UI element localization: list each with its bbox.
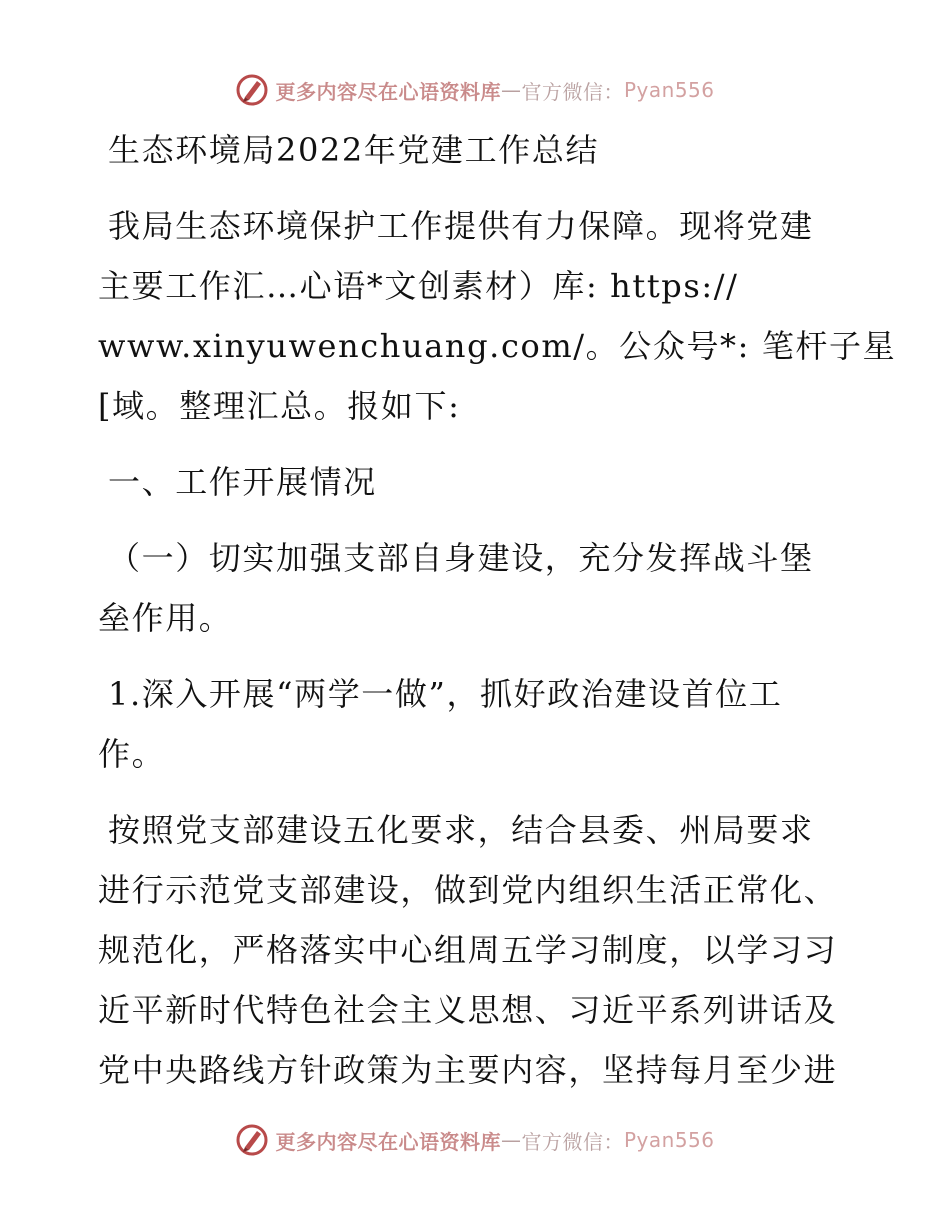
- intro-line: 我局生态环境保护工作提供有力保障。现将党建: [108, 207, 814, 245]
- item-line: 1.深入开展“两学一做”，抓好政治建设首位工: [108, 675, 783, 713]
- section-heading: 一、工作开展情况: [108, 463, 377, 501]
- document-title: 生态环境局2022年党建工作总结: [108, 131, 600, 169]
- intro-line: www.xinyuwenchuang.com/。公众号*: 笔杆子星: [98, 327, 897, 365]
- watermark-id: Pyan556: [623, 1128, 715, 1152]
- watermark-banner-top: [0, 70, 950, 110]
- body-line: 规范化，严格落实中心组周五学习制度，以学习习: [98, 931, 838, 969]
- watermark-banner-bottom: [0, 1120, 950, 1160]
- body-line: 党中央路线方针政策为主要内容，坚持每月至少进: [98, 1051, 838, 1089]
- watermark-separator: —: [500, 1128, 522, 1152]
- subsection-line: 垒作用。: [98, 599, 233, 637]
- body-line: 近平新时代特色社会主义思想、习近平系列讲话及: [98, 991, 838, 1029]
- subsection-heading: [98, 528, 858, 648]
- watermark-separator: —: [500, 78, 522, 102]
- intro-line: 主要工作汇…心语*文创素材）库: https://: [98, 267, 739, 305]
- body-line: 按照党支部建设五化要求，结合县委、州局要求: [108, 811, 814, 849]
- body-paragraph: [98, 800, 858, 1100]
- watermark-main-text: 更多内容尽在心语资料库: [275, 1129, 501, 1154]
- watermark-main-text: 更多内容尽在心语资料库: [275, 79, 501, 104]
- intro-paragraph: [98, 196, 897, 436]
- item-line: 作。: [98, 735, 166, 773]
- document-body: [98, 120, 897, 1100]
- watermark-sub-text: 官方微信：: [521, 1129, 624, 1154]
- watermark-sub-text: 官方微信：: [521, 79, 624, 104]
- pen-logo-icon: [235, 1123, 269, 1157]
- subsection-line: （一）切实加强支部自身建设，充分发挥战斗堡: [108, 539, 814, 577]
- item-heading: [98, 664, 858, 784]
- intro-line: [域。整理汇总。报如下:: [98, 387, 461, 425]
- pen-logo-icon: [235, 73, 269, 107]
- body-line: 进行示范党支部建设，做到党内组织生活正常化、: [98, 871, 838, 909]
- watermark-id: Pyan556: [623, 78, 715, 102]
